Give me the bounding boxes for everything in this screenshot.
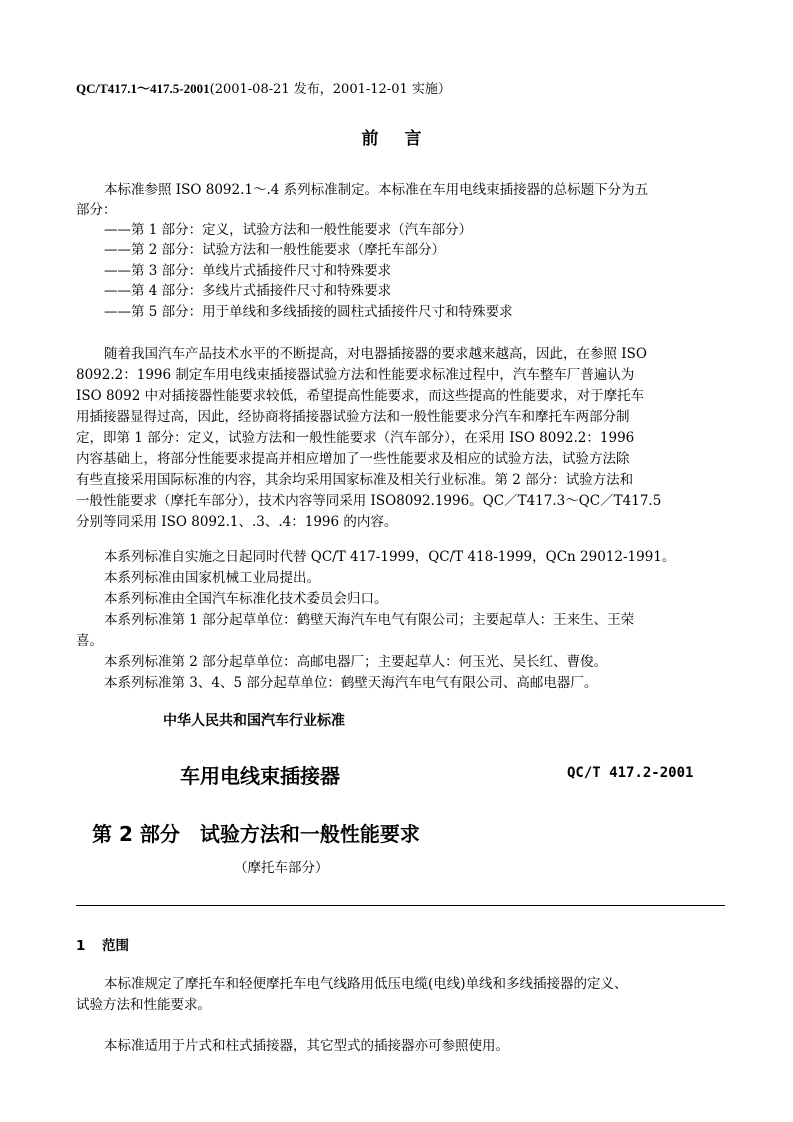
proposer-statement: 本系列标准由国家机械工业局提出。 (104, 570, 320, 586)
part-list-item: ——第 4 部分：多线片式插接件尺寸和特殊要求 (104, 283, 392, 299)
committee-statement: 本系列标准由全国汽车标准化技术委员会归口。 (104, 591, 388, 607)
intro-paragraph-line-2: 部分： (76, 202, 117, 218)
drafter-part1-line-2: 喜。 (76, 633, 103, 649)
section-number: 1 (76, 938, 86, 954)
background-paragraph-line: ISO 8092 中对插接器性能要求较低，希望提高性能要求，而这些提高的性能要求，对于摩托车 (76, 388, 645, 404)
standard-code-range: QC/T417.1～417.5-2001 (76, 81, 210, 96)
scope-applicability: 本标准适用于片式和柱式插接器，其它型式的插接器亦可参照使用。 (104, 1038, 509, 1054)
background-paragraph-line: 一般性能要求（摩托车部分），技术内容等同采用 ISO8092.1996。QC／T417.3～QC／T417.5 (76, 493, 662, 509)
scope-paragraph-line-2: 试验方法和性能要求。 (76, 997, 211, 1013)
background-paragraph-line: 分别等同采用 ISO 8092.1、.3、.4：1996 的内容。 (76, 514, 398, 530)
background-paragraph-line: 8092.2：1996 制定车用电线束插接器试验方法和性能要求标准过程中，汽车整车厂普遍认为 (76, 367, 635, 383)
background-paragraph-line: 用插接器显得过高，因此，经协商将插接器试验方法和一般性能要求分汽车和摩托车两部分制 (76, 409, 630, 425)
scope-paragraph-line-1: 本标准规定了摩托车和轻便摩托车电气线路用低压电缆(电线)单线和多线插接器的定义、 (104, 976, 628, 992)
industry-standard-label: 中华人民共和国汽车行业标准 (163, 713, 345, 729)
background-paragraph-line: 有些直接采用国际标准的内容，其余均采用国家标准及相关行业标准。第 2 部分：试验方法和 (76, 472, 634, 488)
section-title: 范围 (102, 938, 129, 954)
foreword-title: 前 言 (361, 129, 432, 149)
replacement-statement: 本系列标准自实施之日起同时代替 QC/T 417-1999，QC/T 418-1999，QCn 29012-1991。 (104, 549, 676, 565)
standard-number: QC/T 417.2-2001 (567, 765, 694, 781)
background-paragraph-line: 定，即第 1 部分：定义，试验方法和一般性能要求（汽车部分），在采用 ISO 8092.2：1996 (76, 430, 635, 446)
drafter-part2-statement: 本系列标准第 2 部分起草单位：高邮电器厂；主要起草人：何玉光、吴长红、曹俊。 (104, 654, 608, 670)
background-paragraph-line: 随着我国汽车产品技术水平的不断提高，对电器插接器的要求越来越高，因此，在参照 ISO (104, 346, 647, 362)
intro-paragraph-line-1: 本标准参照 ISO 8092.1～.4 系列标准制定。本标准在车用电线束插接器的总标题下分为五 (104, 182, 649, 198)
standard-dates: (2001-08-21 发布，2001-12-01 实施） (209, 82, 451, 97)
part-list-item: ——第 5 部分：用于单线和多线插接的圆柱式插接件尺寸和特殊要求 (104, 304, 513, 320)
part-list-item: ——第 1 部分：定义，试验方法和一般性能要求（汽车部分） (104, 222, 473, 238)
part-subtitle: （摩托车部分） (234, 860, 329, 876)
standard-reference (76, 78, 451, 97)
part-list-item: ——第 2 部分：试验方法和一般性能要求（摩托车部分） (104, 242, 446, 258)
header-divider (76, 905, 725, 906)
standard-title: 车用电线束插接器 (180, 764, 340, 788)
part-list-item: ——第 3 部分：单线片式插接件尺寸和特殊要求 (104, 263, 392, 279)
drafter-part1-line-1: 本系列标准第 1 部分起草单位：鹤壁天海汽车电气有限公司；主要起草人：王来生、王荣 (104, 612, 635, 628)
background-paragraph-line: 内容基础上，将部分性能要求提高并相应增加了一些性能要求及相应的试验方法，试验方法除 (76, 451, 630, 467)
drafter-part345-statement: 本系列标准第 3、4、5 部分起草单位：鹤壁天海汽车电气有限公司、高邮电器厂。 (104, 675, 598, 691)
part-title: 第 2 部分 试验方法和一般性能要求 (92, 822, 420, 846)
section-heading-scope (76, 934, 129, 954)
